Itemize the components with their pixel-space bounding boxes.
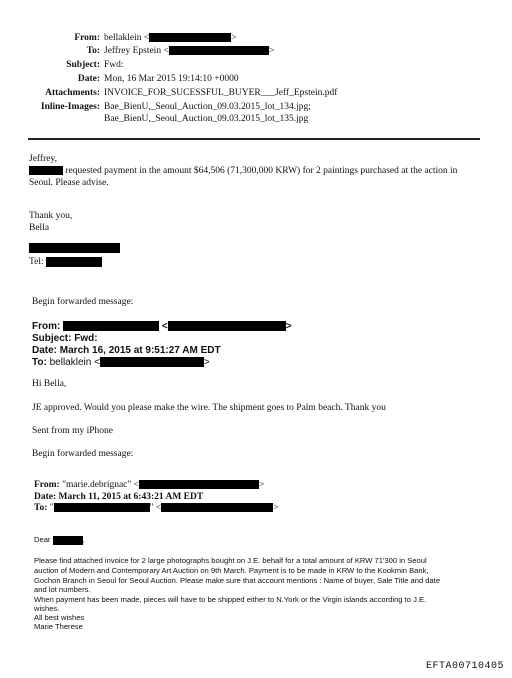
greeting: Jeffrey, — [29, 154, 57, 164]
to-value: Jeffrey Epstein < > — [104, 46, 275, 56]
tel-line: Tel: — [29, 256, 102, 268]
from-label: From: — [74, 33, 100, 43]
letter-line-2: auction of Modern and Contemporary Art Auction on 9th March. Payment is to be made in KRW to the Kookmin Bank, — [34, 566, 429, 575]
date-label: Date: — [77, 74, 100, 84]
letter-line-3: Gochon Branch in Seoul for Seoul Auction. Please make sure that account mentions : Name of buyer, Sale Title and date — [34, 576, 441, 585]
from-value: bellaklein < > — [104, 33, 237, 43]
letter-line-8: Marie Therese — [34, 622, 83, 631]
redaction-box — [63, 321, 159, 331]
bates-number: EFTA00710405 — [425, 661, 504, 672]
attachments-label: Attachments: — [45, 88, 100, 98]
inline-image-1[interactable]: Bae_BienU,_Seoul_Auction_09.03.2015_lot_134.jpg; — [104, 102, 311, 112]
letter-line-5: When payment has been made, pieces will have to be shipped either to N.York or the Virgin islands according to J.E. — [34, 595, 427, 604]
fwd2-date: Date: March 11, 2015 at 6:43:21 AM EDT — [34, 492, 204, 502]
redaction-box — [29, 166, 63, 175]
forward-intro-2: Begin forwarded message: — [32, 449, 134, 459]
fwd1-hi: Hi Bella, — [32, 379, 67, 389]
body-line-1: requested payment in the amount $64,506 (71,300,000 KRW) for 2 paintings purchased at the action in — [29, 165, 457, 177]
letter-line-6: wishes. — [34, 604, 60, 613]
signature-name: Bella — [29, 223, 50, 233]
header-divider — [28, 138, 480, 140]
redaction-box — [53, 536, 83, 545]
fwd1-to: To: bellaklein < > — [32, 357, 210, 368]
to-label: To: — [86, 46, 100, 56]
inline-image-2[interactable]: Bae_BienU,_Seoul_Auction_09.03.2015_lot_135.jpg — [104, 114, 309, 124]
forward-intro: Begin forwarded message: — [32, 297, 134, 307]
thanks: Thank you, — [29, 211, 73, 221]
attachment-file[interactable]: INVOICE_FOR_SUCESSFUL_BUYER___Jeff_Epstein.pdf — [104, 88, 338, 98]
redaction-box — [29, 243, 120, 253]
fwd1-date: Date: March 16, 2015 at 9:51:27 AM EDT — [32, 345, 221, 356]
fwd2-from: From: "marie.debrignac" < > — [34, 480, 265, 490]
redaction-box — [100, 357, 204, 367]
redaction-box — [168, 321, 286, 331]
fwd1-subject: Subject: Fwd: — [32, 333, 98, 344]
redaction-box — [169, 46, 269, 55]
subject-value: Fwd: — [104, 60, 124, 70]
redaction-box — [54, 503, 150, 512]
fwd1-message: JE approved. Would you please make the wire. The shipment goes to Palm beach. Thank you — [32, 403, 386, 413]
redaction-box — [149, 33, 231, 42]
redaction-box — [46, 257, 102, 267]
inline-images-label: Inline-Images: — [40, 102, 100, 112]
dear-line: Dear , — [34, 535, 85, 544]
date-value: Mon, 16 Mar 2015 19:14:10 +0000 — [104, 74, 239, 84]
fwd2-to: To: " " < > — [34, 503, 279, 513]
letter-line-1: Please find attached invoice for 2 large photographs bought on J.E. behalf for a total amount of KRW 71'300 in Seoul — [34, 556, 427, 565]
redaction-box — [161, 503, 273, 512]
letter-line-7: All best wishes — [34, 613, 85, 622]
subject-label: Subject: — [66, 60, 100, 70]
fwd1-sent: Sent from my iPhone — [32, 426, 114, 436]
redaction-box — [139, 480, 259, 489]
body-line-2: Seoul. Please advise. — [29, 178, 109, 188]
fwd1-from: From: < > — [32, 321, 292, 332]
letter-line-4: and lot numbers. — [34, 585, 91, 594]
